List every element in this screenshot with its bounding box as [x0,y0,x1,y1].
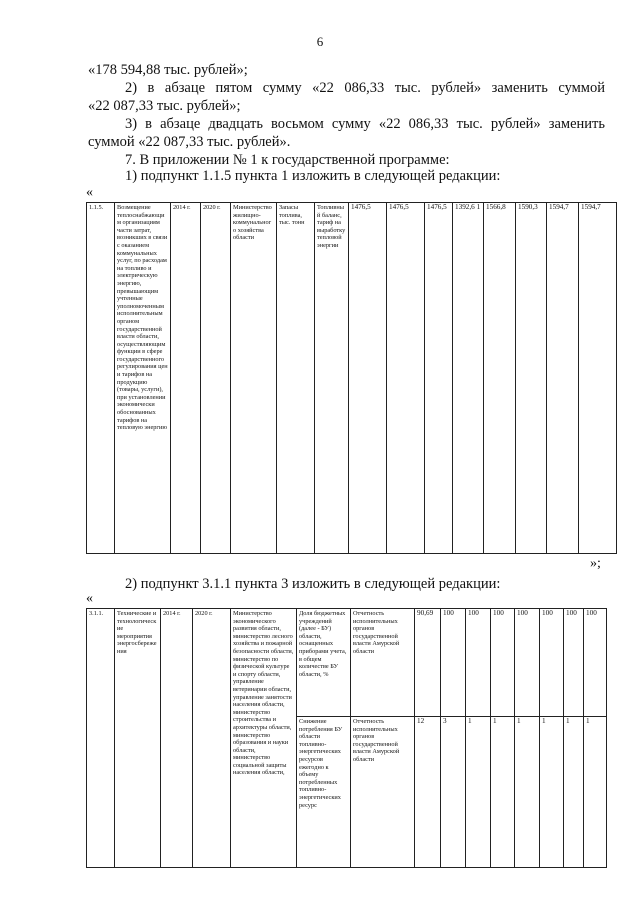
value-cell: 100 [540,609,564,717]
table-row [87,609,607,717]
text-line: «178 594,88 тыс. рублей»; [88,62,248,78]
value-cell: 1566,8 [484,203,516,554]
year-end: 2020 г. [193,609,231,868]
value-cell: 3 [441,717,466,868]
text-line: «22 087,33 тыс. рублей»; [88,98,241,114]
value-cell: 1 [515,717,540,868]
indicator-link: Топливный баланс, тариф на выработку тепловой энергии [315,203,349,554]
value-cell: 1476,5 [387,203,425,554]
open-quote: « [86,591,93,606]
table-subitem-1-1-5 [86,202,617,554]
item-number: 1.1.5. [87,203,115,554]
value-cell: 100 [584,609,607,717]
text-line: 7. В приложении № 1 к государственной программе: [125,152,450,168]
item-name: Технические и технологические мероприятия энергосбережения [115,609,161,868]
executor: Министерство жилищно-коммунального хозяйства области [231,203,277,554]
value-cell: 1 [466,717,491,868]
value-cell: 1476,5 [349,203,387,554]
value-cell: 100 [515,609,540,717]
text-line: 3) в абзаце двадцать восьмом сумму «22 086,33 тыс. рублей» заменить [125,116,605,132]
table-row [87,203,617,554]
year-end: 2020 г. [201,203,231,554]
year-start: 2014 г. [161,609,193,868]
indicator-link: Отчетность исполнительных органов государственной власти Амурской области [351,609,415,717]
value-cell: 100 [564,609,584,717]
table-subitem-3-1-1 [86,608,607,868]
open-quote: « [86,185,93,200]
value-cell: 12 [415,717,441,868]
value-cell: 1 [491,717,515,868]
page-number: 6 [316,34,324,49]
value-cell: 1594,7 [547,203,579,554]
result-indicator: Доля бюджетных учреждений (далее - БУ) области, оснащенных приборами учета, в общем количестве БУ области, % [297,609,351,717]
value-cell: 1476,5 [425,203,453,554]
value-cell: 90,69 [415,609,441,717]
indicator-link: Отчетность исполнительных органов государственной власти Амурской области [351,717,415,868]
text-line: 2) подпункт 3.1.1 пункта 3 изложить в следующей редакции: [125,576,501,592]
value-cell: 100 [441,609,466,717]
result-indicator: Запасы топлива, тыс. тонн [277,203,315,554]
value-cell: 1594,7 [579,203,617,554]
text-line: суммой «22 087,33 тыс. рублей». [88,134,291,150]
executor: Министерство экономического развития области, министерство лесного хозяйства и пожарной безопасности области, министерство по физической культуре и спорту области, управление ветеринарии области, управление занятости населения области, министерство строительства и архитектуры области, министерство образования и науки области, министерство социальной защиты населения области, [231,609,297,868]
close-mark: »; [590,556,601,571]
value-cell: 1 [584,717,607,868]
value-cell: 1 [564,717,584,868]
value-cell: 100 [466,609,491,717]
text-line: 1) подпункт 1.1.5 пункта 1 изложить в следующей редакции: [125,168,501,184]
year-start: 2014 г. [171,203,201,554]
value-cell: 1590,3 [516,203,547,554]
item-number: 3.1.1. [87,609,115,868]
item-name: Возмещение теплоснабжающим организациям части затрат, возникших в связи с оказанием коммунальных услуг, по расходам на топливо и электрическую энергию, превышающим учтенные уполномоченным исполнительным органом государственной власти области, осуществляющим функции в сфере государственного регулирования цен и тарифов на продукцию (товары, услуги), при установлении экономически обоснованных тарифов на тепловую энергию [115,203,171,554]
result-indicator: Снижение потребления БУ области топливно-энергетических ресурсов ежегодно к объему потребленных топливно-энергетических ресурс [297,717,351,868]
value-cell: 100 [491,609,515,717]
text-line: 2) в абзаце пятом сумму «22 086,33 тыс. рублей» заменить суммой [125,80,605,96]
value-cell: 1 [540,717,564,868]
value-cell: 1392,6 1 [453,203,484,554]
